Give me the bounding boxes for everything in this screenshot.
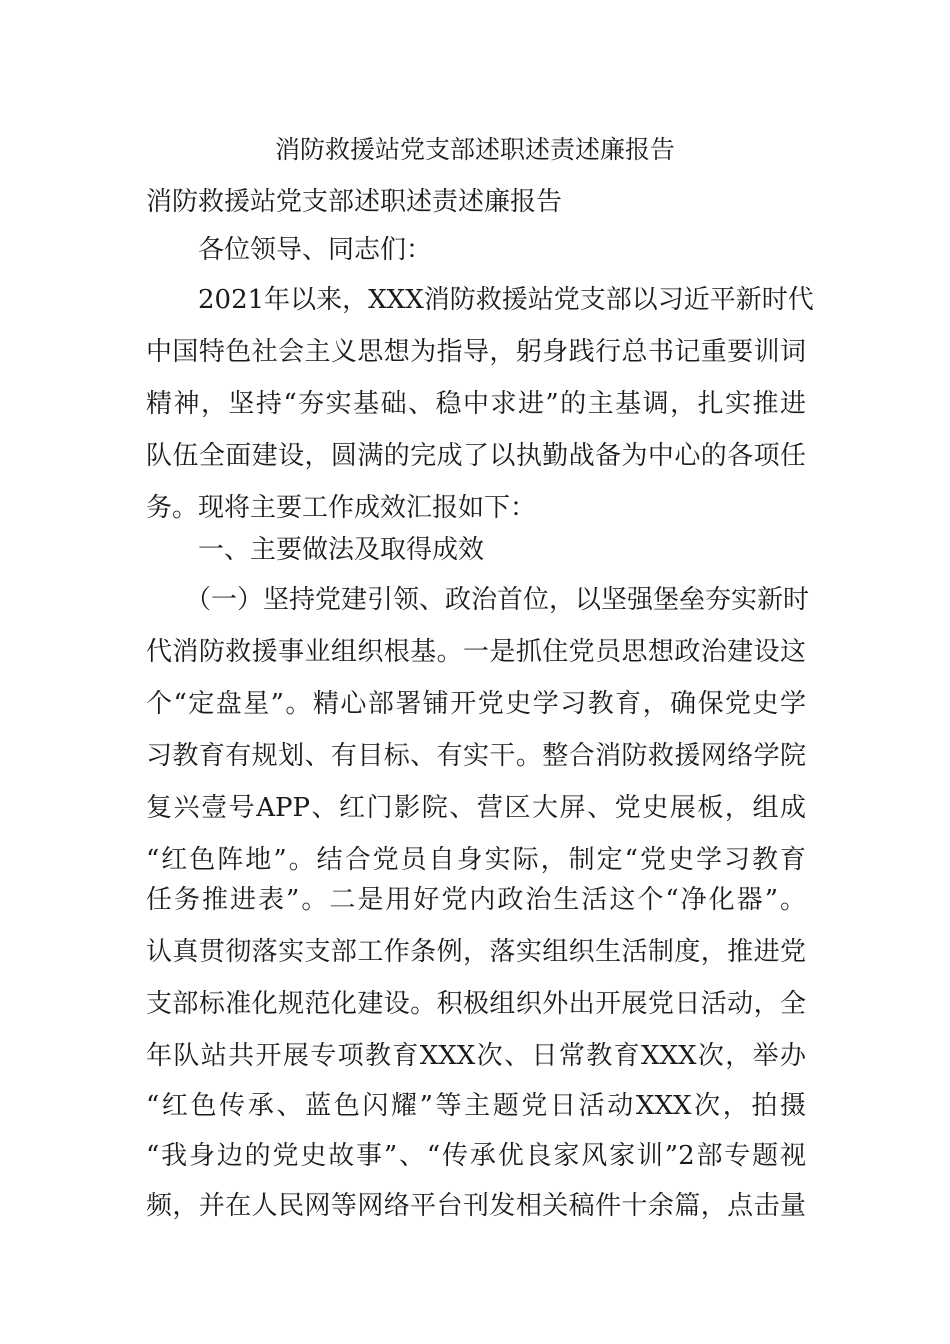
body-line-subtitle: 消防救援站党支部述职述责述廉报告 (146, 187, 563, 217)
body-line: 复兴壹号APP、红门影院、营区大屏、党史展板，组成 (146, 793, 806, 823)
body-line: 中国特色社会主义思想为指导，躬身践行总书记重要训词 (146, 337, 806, 367)
body-line: 认真贯彻落实支部工作条例，落实组织生活制度，推进党 (146, 937, 806, 967)
body-line: 个“定盘星”。精心部署铺开党史学习教育，确保党史学 (146, 689, 806, 719)
body-line: “红色传承、蓝色闪耀”等主题党日活动XXX次，拍摄 (146, 1091, 806, 1121)
body-line: 支部标准化规范化建设。积极组织外出开展党日活动，全 (146, 989, 806, 1019)
body-line: 精神，坚持“夯实基础、稳中求进”的主基调，扎实推进 (146, 389, 806, 419)
body-line: 代消防救援事业组织根基。一是抓住党员思想政治建设这 (146, 637, 806, 667)
body-line: 习教育有规划、有目标、有实干。整合消防救援网络学院 (146, 741, 806, 771)
section-heading: 一、主要做法及取得成效 (146, 535, 485, 565)
document-title: 消防救援站党支部述职述责述廉报告 (274, 135, 675, 164)
body-line: 频，并在人民网等网络平台刊发相关稿件十余篇，点击量 (146, 1191, 806, 1221)
body-line-salutation: 各位领导、同志们： (146, 235, 433, 265)
body-line: “红色阵地”。结合党员自身实际，制定“党史学习教育 (146, 845, 806, 875)
body-line: 务。现将主要工作成效汇报如下： (146, 493, 537, 523)
body-line: 2021年以来，XXX消防救援站党支部以习近平新时代 (146, 285, 814, 315)
body-line: 任务推进表”。二是用好党内政治生活这个“净化器”。 (146, 885, 806, 915)
body-line: “我身边的党史故事”、“传承优良家风家训”2部专题视 (146, 1141, 806, 1171)
body-line: 队伍全面建设，圆满的完成了以执勤战备为中心的各项任 (146, 441, 806, 471)
body-line: （一）坚持党建引领、政治首位，以坚强堡垒夯实新时 (146, 585, 810, 615)
body-line: 年队站共开展专项教育XXX次、日常教育XXX次，举办 (146, 1041, 806, 1071)
